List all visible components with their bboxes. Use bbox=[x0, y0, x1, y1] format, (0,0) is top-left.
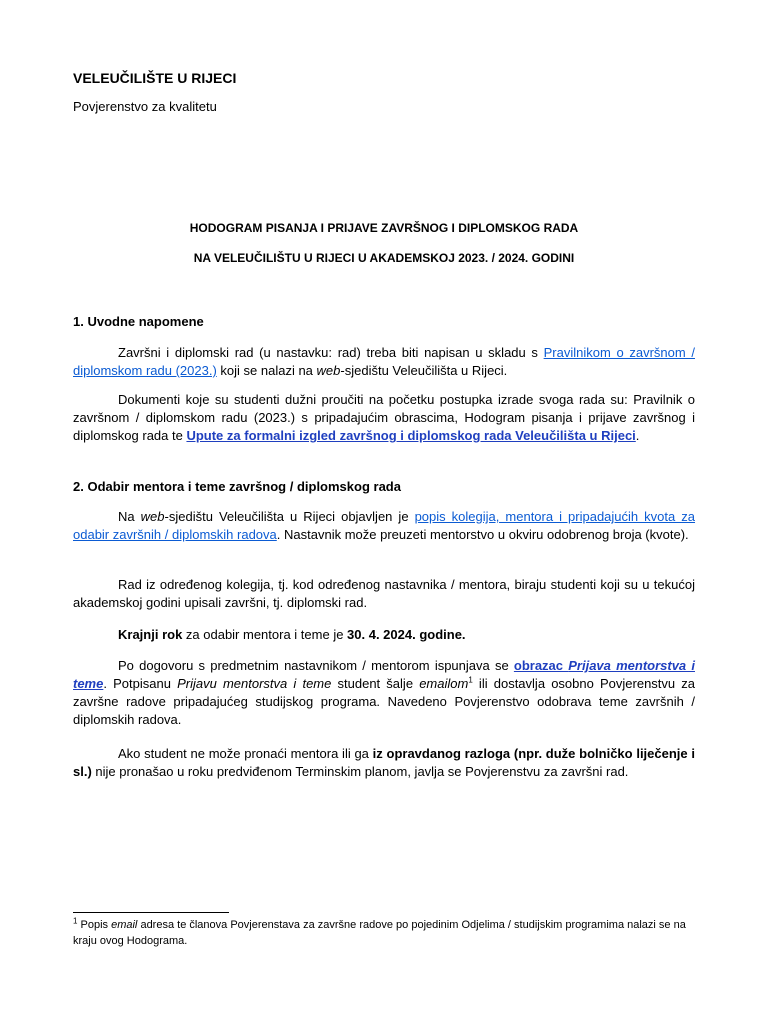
footnote-separator bbox=[73, 912, 229, 913]
pravilnik-link[interactable]: Pravilnikom o završnom / diplomskom radu (2023.) bbox=[73, 345, 695, 378]
prijava-mentorstva-link[interactable]: obrazac Prijava mentorstva i teme bbox=[73, 658, 695, 691]
document-title-line-1: HODOGRAM PISANJA I PRIJAVE ZAVRŠNOG I DIPLOMSKOG RADA bbox=[189, 221, 579, 235]
upute-link[interactable]: Upute za formalni izgled završnog i diplomskog rada Veleučilišta u Rijeci bbox=[186, 428, 636, 443]
section-2-heading: 2. Odabir mentora i teme završnog / diplomskog rada bbox=[73, 479, 401, 494]
section-2-paragraph-4: Po dogovoru s predmetnim nastavnikom / mentorom ispunjava se obrazac Prijava mentorstva i teme. Potpisanu Prijavu mentorstva i teme student šalje emailom$^1$ ili dostavlja osobno Povjerenstvu za završne radove pripadajućeg studijskog programa. Navedeno Povjerenstvo odobrava teme završnih / diplomskih radova. bbox=[73, 658, 696, 727]
footnote-ref: 1 bbox=[468, 675, 473, 685]
footnote-1: $^1$ Popis email adresa te članova Povjerenstava za završne radove po pojedinim Odjelima / studijskim programima nalazi se na kraju ovog Hodograma. bbox=[73, 916, 686, 947]
header-institution: VELEUČILIŠTE U RIJECI bbox=[73, 70, 237, 86]
section-2-paragraph-5: Ako student ne može pronaći mentora ili ga iz opravdanog razloga (npr. duže bolničko liječenje i sl.) nije pronašao u roku predviđenom Terminskim planom, javlja se Povjerenstvu za završni rad. bbox=[73, 746, 695, 779]
section-2-paragraph-1: Na web-sjedištu Veleučilišta u Rijeci objavljen je popis kolegija, mentora i pripadajućih kvota za odabir završnih / diplomskih radova. Nastavnik može preuzeti mentorstvo u okviru odobrenog broja (kvote). bbox=[73, 509, 696, 542]
header-subtitle: Povjerenstvo za kvalitetu bbox=[73, 99, 217, 114]
section-2-paragraph-3: Krajnji rok za odabir mentora i teme je 30. 4. 2024. godine. bbox=[118, 627, 466, 642]
popis-kolegija-link[interactable]: popis kolegija, mentora i pripadajućih kvota za odabir završnih / diplomskih radova bbox=[73, 509, 696, 542]
section-1-paragraph-1: Završni i diplomski rad (u nastavku: rad) treba biti napisan u skladu s Pravilnikom o završnom / diplomskom radu (2023.) koji se nalazi na web-sjedištu Veleučilišta u Rijeci. bbox=[73, 345, 695, 378]
section-2-paragraph-2: Rad iz određenog kolegija, tj. kod određenog nastavnika / mentora, biraju studenti koji su u tekućoj akademskoj godini upisali završni, tj. diplomski rad. bbox=[73, 577, 695, 610]
section-1-heading: 1. Uvodne napomene bbox=[73, 314, 204, 329]
section-1-paragraph-2: Dokumenti koje su studenti dužni proučiti na početku postupka izrade svoga rada su: Pravilnik o završnom / diplomskom radu (2023.) s pripadajućim obrascima, Hodogram pisanja i prijave završnog i diplomskog rada te Upute za formalni izgled završnog i diplomskog rada Veleučilišta u Rijeci. bbox=[73, 392, 695, 443]
document-title-line-2: NA VELEUČILIŠTU U RIJECI U AKADEMSKOJ 2023. / 2024. GODINI bbox=[193, 251, 575, 265]
